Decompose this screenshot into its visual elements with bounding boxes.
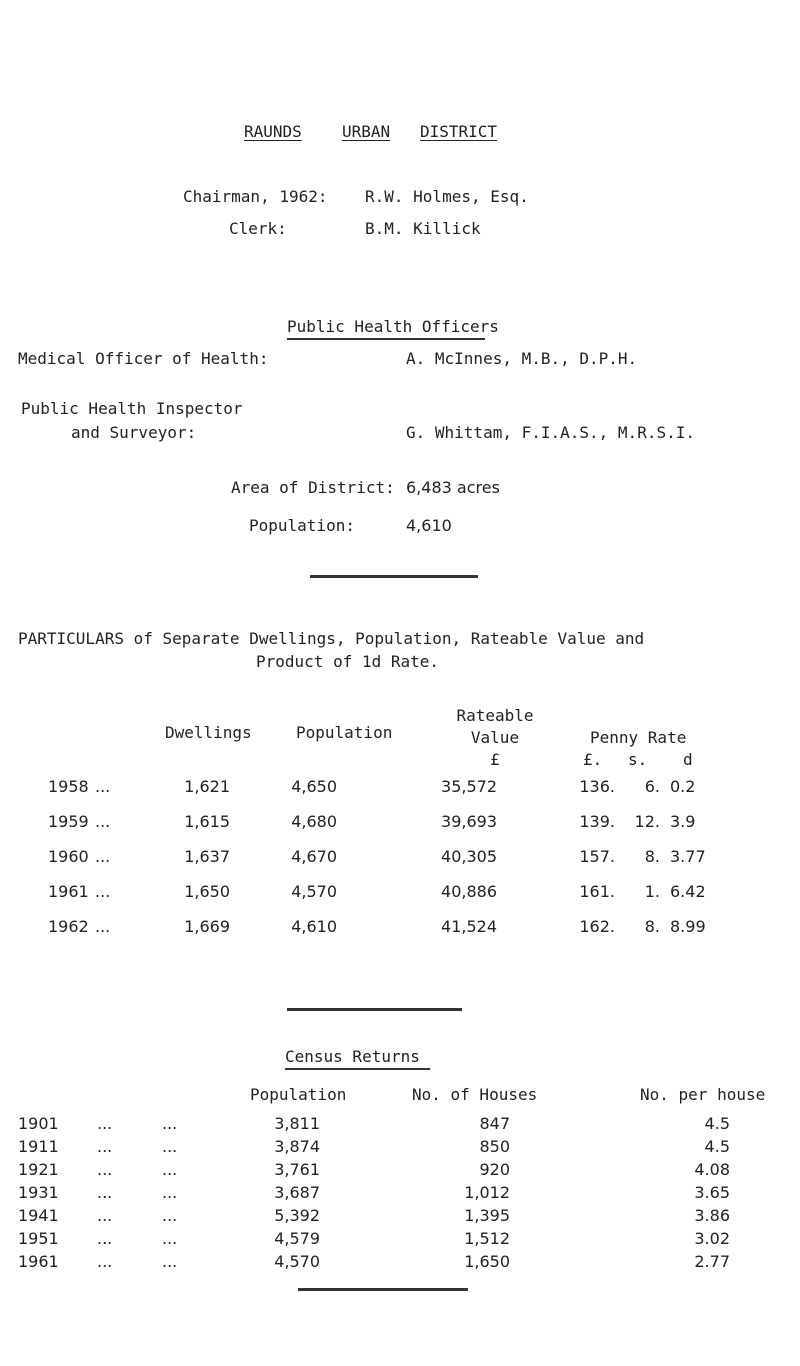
clerk-label: Clerk: [229,219,287,238]
census-row-houses: 850 [479,1137,510,1156]
population-value: 4,610 [406,516,452,535]
census-row-houses: 920 [479,1160,510,1179]
row-penny-shillings: 1. [644,882,660,901]
row-penny-pence: 3.77 [670,847,706,866]
census-row-dots-2: ... [162,1160,178,1179]
row-dots: ... [95,847,111,866]
section-divider-2 [287,1008,462,1011]
row-dwellings: 1,669 [184,917,230,936]
col-penny-shillings: s. [628,750,648,769]
row-dots: ... [95,917,111,936]
census-row-houses: 1,395 [464,1206,510,1225]
census-row-per-house: 3.02 [694,1229,730,1248]
census-row-population: 3,761 [274,1160,320,1179]
census-row-dots-1: ... [97,1252,113,1271]
chairman-label: Chairman, 1962: [183,187,328,206]
census-row-dots-2: ... [162,1137,178,1156]
census-row-population: 4,570 [274,1252,320,1271]
census-row-per-house: 4.08 [694,1160,730,1179]
chairman-value: R.W. Holmes, Esq. [365,187,529,206]
row-year: 1958 [48,777,89,796]
census-row-houses: 1,512 [464,1229,510,1248]
officers-heading: Public Health Officers [287,317,499,336]
clerk-value: B.M. Killick [365,219,481,238]
col-dwellings: Dwellings [165,723,252,742]
census-row-dots-2: ... [162,1206,178,1225]
census-row-per-house: 4.5 [704,1137,730,1156]
census-col-population: Population [250,1085,347,1104]
row-population: 4,570 [291,882,337,901]
row-year: 1961 [48,882,89,901]
census-row-dots-2: ... [162,1229,178,1248]
row-penny-pence: 8.99 [670,917,706,936]
row-penny-shillings: 8. [644,917,660,936]
census-row-year: 1951 [18,1229,59,1248]
col-rateable-2: Value [470,728,520,747]
row-dwellings: 1,637 [184,847,230,866]
district-word-2: URBAN [342,122,391,141]
census-row-dots-1: ... [97,1114,113,1133]
col-population: Population [296,723,393,742]
census-row-dots-2: ... [162,1252,178,1271]
census-row-dots-1: ... [97,1229,113,1248]
row-penny-shillings: 8. [644,847,660,866]
census-row-population: 3,687 [274,1183,320,1202]
row-penny-pounds: 157. [579,847,615,866]
census-row-population: 3,874 [274,1137,320,1156]
census-row-per-house: 3.86 [694,1206,730,1225]
row-population: 4,650 [291,777,337,796]
row-dwellings: 1,650 [184,882,230,901]
census-row-dots-1: ... [97,1206,113,1225]
row-rateable: 40,305 [441,847,497,866]
census-heading-underline [285,1068,430,1070]
row-rateable: 40,886 [441,882,497,901]
col-rateable-1: Rateable [456,706,534,725]
col-rateable-unit: £ [490,750,500,769]
col-penny-pence: d [683,750,693,769]
row-rateable: 39,693 [441,812,497,831]
row-year: 1959 [48,812,89,831]
row-penny-shillings: 12. [634,812,660,831]
row-dots: ... [95,882,111,901]
row-year: 1962 [48,917,89,936]
census-row-dots-1: ... [97,1137,113,1156]
medical-officer-label: Medical Officer of Health: [18,349,269,368]
phi-label-line-2: and Surveyor: [71,423,197,442]
row-dwellings: 1,621 [184,777,230,796]
census-row-population: 4,579 [274,1229,320,1248]
section-divider-3 [298,1288,468,1291]
census-row-year: 1911 [18,1137,59,1156]
particulars-title-line-1: PARTICULARS of Separate Dwellings, Population, Rateable Value and [18,629,645,648]
census-row-per-house: 3.65 [694,1183,730,1202]
district-word-3: DISTRICT [420,122,498,141]
row-rateable: 35,572 [441,777,497,796]
census-row-year: 1961 [18,1252,59,1271]
census-row-per-house: 2.77 [694,1252,730,1271]
phi-value: G. Whittam, F.I.A.S., M.R.S.I. [406,423,695,442]
census-heading: Census Returns [285,1047,420,1066]
row-penny-pence: 0.2 [670,777,696,796]
census-row-houses: 1,650 [464,1252,510,1271]
row-population: 4,680 [291,812,337,831]
census-row-houses: 847 [479,1114,510,1133]
col-penny-rate: Penny Rate [590,728,687,747]
row-dots: ... [95,777,111,796]
census-row-year: 1921 [18,1160,59,1179]
census-col-houses: No. of Houses [412,1085,538,1104]
row-rateable: 41,524 [441,917,497,936]
row-population: 4,610 [291,917,337,936]
row-penny-pence: 3.9 [670,812,696,831]
census-row-dots-2: ... [162,1183,178,1202]
row-population: 4,670 [291,847,337,866]
census-row-houses: 1,012 [464,1183,510,1202]
row-penny-pounds: 136. [579,777,615,796]
census-row-year: 1901 [18,1114,59,1133]
census-row-year: 1931 [18,1183,59,1202]
census-row-dots-1: ... [97,1183,113,1202]
particulars-title-line-2: Product of 1d Rate. [256,652,440,671]
district-word-1: RAUNDS [244,122,302,141]
census-row-dots-1: ... [97,1160,113,1179]
census-row-dots-2: ... [162,1114,178,1133]
census-row-year: 1941 [18,1206,59,1225]
census-row-per-house: 4.5 [704,1114,730,1133]
medical-officer-value: A. McInnes, M.B., D.P.H. [406,349,638,368]
section-divider [310,575,478,578]
row-dwellings: 1,615 [184,812,230,831]
census-row-population: 3,811 [274,1114,320,1133]
phi-label-line-1: Public Health Inspector [21,399,243,418]
row-penny-pounds: 161. [579,882,615,901]
area-value: 6,483 acres [406,478,500,497]
col-penny-pounds: £. [583,750,603,769]
row-year: 1960 [48,847,89,866]
census-col-per-house: No. per house [640,1085,766,1104]
row-penny-shillings: 6. [644,777,660,796]
officers-heading-underline [287,338,485,340]
row-dots: ... [95,812,111,831]
row-penny-pounds: 162. [579,917,615,936]
row-penny-pounds: 139. [579,812,615,831]
census-row-population: 5,392 [274,1206,320,1225]
population-label: Population: [249,516,355,535]
area-label: Area of District: [231,478,395,497]
row-penny-pence: 6.42 [670,882,706,901]
